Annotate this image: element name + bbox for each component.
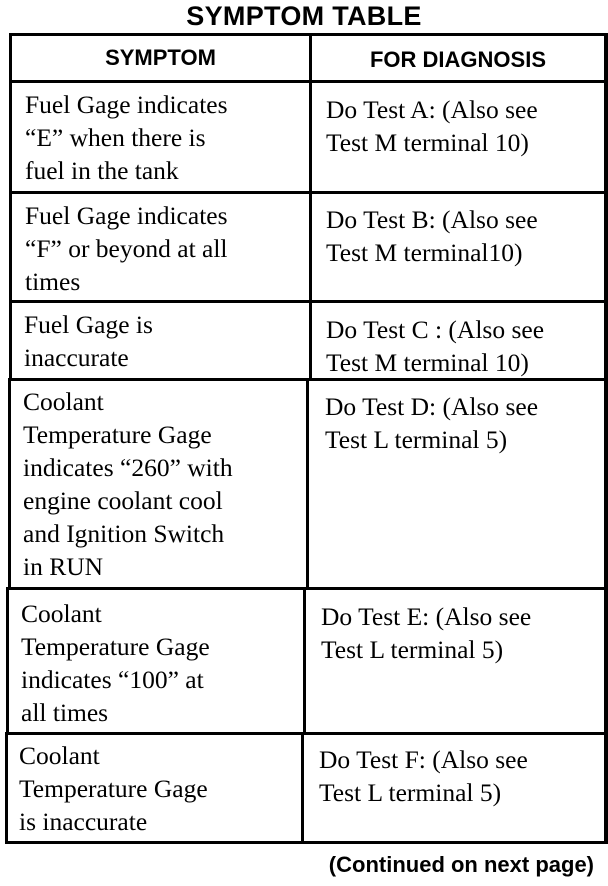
diagnosis-cell: Do Test D: (Also see Test L terminal 5): [325, 392, 539, 454]
symptom-cell: Fuel Gage is inaccurate: [24, 310, 153, 372]
column-divider: [309, 33, 312, 381]
symptom-cell: Coolant Temperature Gage indicates “100” at all times: [21, 599, 210, 727]
row-divider: [6, 732, 608, 735]
table-border-right: [604, 33, 608, 844]
column-header-diagnosis: FOR DIAGNOSIS: [369, 47, 546, 72]
column-divider: [306, 378, 309, 590]
symptom-cell: Coolant Temperature Gage indicates “260” with engine coolant cool and Ignition Switch in RUN: [23, 387, 233, 581]
page-title: SYMPTOM TABLE: [186, 1, 422, 31]
symptom-cell: Fuel Gage indicates “F” or beyond at all times: [25, 201, 228, 296]
diagnosis-cell: Do Test E: (Also see Test L terminal 5): [321, 602, 532, 664]
table-border-left: [9, 191, 12, 381]
diagnosis-cell: Do Test C : (Also see Test M terminal 10): [326, 315, 545, 377]
table-border-left: [6, 587, 9, 735]
column-divider: [301, 732, 304, 844]
table-border-left: [8, 378, 11, 590]
column-divider: [303, 587, 306, 735]
diagnosis-cell: Do Test B: (Also see Test M terminal10): [326, 205, 538, 267]
diagnosis-cell: Do Test A: (Also see Test M terminal 10): [326, 95, 538, 157]
symptom-cell: Fuel Gage indicates “E” when there is fuel in the tank: [25, 90, 228, 185]
diagnosis-cell: Do Test F: (Also see Test L terminal 5): [319, 745, 528, 807]
continued-note: (Continued on next page): [328, 852, 594, 877]
table-border-bottom: [5, 841, 608, 844]
symptom-cell: Coolant Temperature Gage is inaccurate: [19, 741, 208, 836]
column-header-symptom: SYMPTOM: [105, 45, 216, 70]
table-border-left: [5, 732, 8, 844]
